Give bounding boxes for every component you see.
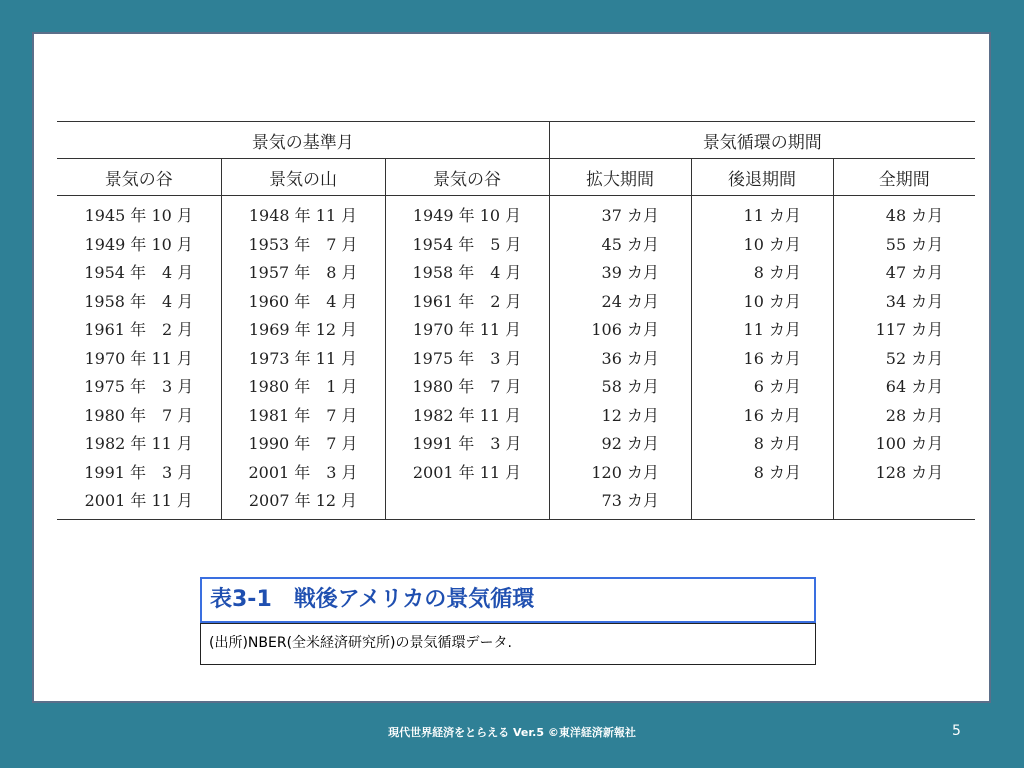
- table-body: [57, 196, 975, 520]
- table-cell: [57, 259, 221, 288]
- cell-value: 10 カ月: [743, 291, 801, 311]
- cell-value: 36 カ月: [601, 348, 659, 368]
- table-cell: [385, 430, 549, 459]
- column-header: 景気の山: [221, 159, 385, 196]
- table-row: [57, 373, 975, 402]
- table-row: [57, 459, 975, 488]
- table-cell: [691, 373, 833, 402]
- table-cell: [691, 345, 833, 374]
- table-cell: [549, 430, 691, 459]
- table-cell: [833, 345, 975, 374]
- cell-value: 1961 年 2 月: [412, 291, 522, 311]
- table-cell: [549, 459, 691, 488]
- cell-value: 28 カ月: [885, 405, 944, 425]
- cell-value: 1961 年 2 月: [84, 320, 194, 339]
- table-cell: [57, 487, 221, 519]
- table-cell: [549, 231, 691, 260]
- table-cell: [385, 231, 549, 260]
- table-cell: [549, 288, 691, 317]
- table-cell: [691, 231, 833, 260]
- cell-value: 1949 年 10 月: [84, 234, 193, 254]
- cell-value: 16 カ月: [743, 348, 801, 368]
- cell-value: 1991 年 3 月: [84, 462, 194, 482]
- cell-value: 1982 年 11 月: [84, 434, 193, 453]
- cell-value: 1958 年 4 月: [412, 263, 522, 282]
- table-cell: [221, 345, 385, 374]
- table-cell: [549, 373, 691, 402]
- table-cell: [221, 373, 385, 402]
- cell-value: 2007 年 12 月: [248, 491, 358, 510]
- table-cell: [385, 259, 549, 288]
- cell-value: 37 カ月: [601, 206, 659, 225]
- table-cell: [691, 288, 833, 317]
- cell-value: 64 カ月: [885, 377, 944, 396]
- cell-value: 34 カ月: [885, 291, 944, 311]
- table-cell: [221, 259, 385, 288]
- cell-value: 1957 年 8 月: [248, 263, 358, 282]
- table-row: [57, 196, 975, 231]
- table-cell: [549, 345, 691, 374]
- table-cell: [833, 487, 975, 519]
- cell-value: 24 カ月: [601, 291, 659, 311]
- cell-value: 1948 年 11 月: [248, 206, 358, 225]
- table-cell: [221, 288, 385, 317]
- table-cell: [385, 373, 549, 402]
- table-cell: [385, 459, 549, 488]
- cell-value: 47 カ月: [885, 263, 944, 282]
- cell-value: 1981 年 7 月: [248, 405, 358, 425]
- table-cell: [549, 316, 691, 345]
- table-row: [57, 487, 975, 519]
- cell-value: 58 カ月: [601, 377, 659, 396]
- cell-value: 45 カ月: [601, 234, 659, 254]
- table-row: [57, 316, 975, 345]
- column-header: 拡大期間: [549, 159, 691, 196]
- table-cell: [691, 259, 833, 288]
- column-header: 景気の谷: [385, 159, 549, 196]
- table-cell: [833, 259, 975, 288]
- column-header: 景気の谷: [57, 159, 221, 196]
- cell-value: 1949 年 10 月: [412, 206, 522, 225]
- table-cell: [385, 316, 549, 345]
- cell-value: 1975 年 3 月: [412, 348, 522, 368]
- cell-value: 92 カ月: [601, 434, 659, 453]
- table-cell: [385, 345, 549, 374]
- cell-value: 1945 年 10 月: [84, 206, 193, 225]
- table-cell: [549, 487, 691, 519]
- cell-value: 1980 年 1 月: [248, 377, 358, 396]
- table-cell: [691, 459, 833, 488]
- table-row: [57, 430, 975, 459]
- table-cell: [833, 402, 975, 431]
- table-cell: [833, 231, 975, 260]
- cell-value: 1970 年 11 月: [412, 320, 522, 339]
- footer-copyright: 現代世界経済をとらえる Ver.5 ©東洋経済新報社: [388, 726, 636, 739]
- table-cell: [691, 402, 833, 431]
- cell-value: 106 カ月: [591, 320, 659, 339]
- group-header-cycle-duration: 景気循環の期間: [549, 122, 975, 159]
- table-cell: [57, 316, 221, 345]
- table-cell: [57, 373, 221, 402]
- table-cell: [549, 196, 691, 231]
- table-cell: [833, 430, 975, 459]
- cell-value: 8 カ月: [753, 434, 801, 453]
- table-cell: [221, 196, 385, 231]
- page-number: 5: [952, 723, 961, 739]
- table-source-note: (出所)NBER(全米経済研究所)の景気循環データ.: [200, 623, 816, 665]
- cell-value: 128 カ月: [875, 462, 944, 482]
- table-cell: [833, 459, 975, 488]
- cell-value: 52 カ月: [885, 348, 944, 368]
- cell-value: 11 カ月: [743, 320, 801, 339]
- table-caption-title: 表3-1 戦後アメリカの景気循環: [200, 577, 816, 623]
- cell-value: 1954 年 4 月: [84, 263, 194, 282]
- table-cell: [385, 487, 549, 519]
- table-cell: [57, 459, 221, 488]
- table-row: [57, 402, 975, 431]
- cell-value: 100 カ月: [875, 434, 944, 453]
- table-cell: [549, 259, 691, 288]
- cell-value: 1973 年 11 月: [248, 348, 358, 368]
- table-cell: [221, 487, 385, 519]
- table-cell: [57, 196, 221, 231]
- table-cell: [385, 402, 549, 431]
- table-cell: [57, 430, 221, 459]
- cell-value: 1970 年 11 月: [84, 348, 193, 368]
- table-cell: [691, 196, 833, 231]
- cell-value: 1982 年 11 月: [412, 405, 522, 425]
- table-row: [57, 259, 975, 288]
- table-cell: [833, 316, 975, 345]
- cell-value: 73 カ月: [601, 491, 659, 510]
- table-cell: [221, 459, 385, 488]
- cell-value: 1990 年 7 月: [248, 434, 358, 453]
- cell-value: 8 カ月: [753, 263, 801, 282]
- column-header: 後退期間: [691, 159, 833, 196]
- business-cycle-table: [57, 121, 975, 520]
- table-cell: [221, 231, 385, 260]
- table-row: [57, 231, 975, 260]
- cell-value: 11 カ月: [743, 206, 801, 225]
- cell-value: 1953 年 7 月: [248, 234, 358, 254]
- table-cell: [691, 430, 833, 459]
- cell-value: 2001 年 11 月: [412, 462, 522, 482]
- table-cell: [57, 288, 221, 317]
- table-cell: [221, 316, 385, 345]
- table-cell: [57, 402, 221, 431]
- table-cell: [57, 345, 221, 374]
- cell-value: 117 カ月: [875, 320, 944, 339]
- cell-value: 12 カ月: [601, 405, 659, 425]
- table-cell: [833, 373, 975, 402]
- cell-value: 1958 年 4 月: [84, 291, 194, 311]
- cell-value: 39 カ月: [601, 263, 659, 282]
- cell-value: 1960 年 4 月: [248, 291, 358, 311]
- cell-value: 6 カ月: [753, 377, 801, 396]
- table-cell: [691, 487, 833, 519]
- cell-value: 1975 年 3 月: [84, 377, 194, 396]
- cell-value: 55 カ月: [885, 234, 944, 254]
- cell-value: 1954 年 5 月: [412, 234, 522, 254]
- cell-value: 8 カ月: [753, 462, 801, 482]
- cell-value: 1991 年 3 月: [412, 434, 522, 453]
- cell-value: 1969 年 12 月: [248, 320, 358, 339]
- cell-value: 10 カ月: [743, 234, 801, 254]
- cell-value: 120 カ月: [591, 462, 659, 482]
- cell-value: 2001 年 3 月: [248, 462, 358, 482]
- table-cell: [385, 196, 549, 231]
- cell-value: 1980 年 7 月: [412, 377, 522, 396]
- table-row: [57, 345, 975, 374]
- table-cell: [57, 231, 221, 260]
- cell-value: 16 カ月: [743, 405, 801, 425]
- table-cell: [691, 316, 833, 345]
- table-cell: [833, 196, 975, 231]
- slide: [32, 32, 991, 703]
- table-cell: [221, 430, 385, 459]
- cell-value: 2001 年 11 月: [84, 491, 193, 510]
- group-header-reference-months: 景気の基準月: [57, 122, 549, 159]
- column-header: 全期間: [833, 159, 975, 196]
- table-cell: [549, 402, 691, 431]
- table-row: [57, 288, 975, 317]
- table-cell: [385, 288, 549, 317]
- table-cell: [221, 402, 385, 431]
- table-cell: [833, 288, 975, 317]
- cell-value: 1980 年 7 月: [84, 405, 194, 425]
- cell-value: 48 カ月: [885, 206, 944, 225]
